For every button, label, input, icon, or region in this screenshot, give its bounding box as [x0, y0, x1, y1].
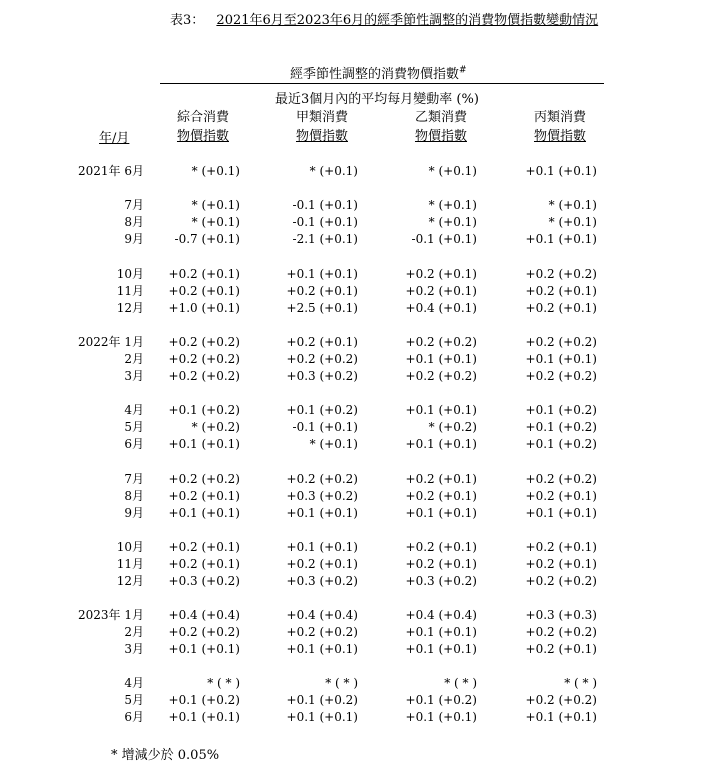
- row-value: +0.2 (+0.2): [525, 693, 597, 707]
- header-main: [290, 63, 467, 82]
- row-month: 6月: [124, 437, 144, 451]
- row-value: +0.1 (+0.1): [525, 352, 597, 366]
- table-row: [0, 675, 717, 692]
- row-value: * (+0.1): [309, 164, 358, 178]
- row-month: 11月: [116, 284, 144, 298]
- row-value: * (+0.2): [191, 420, 240, 434]
- col-head-line1: 綜合消費: [176, 110, 229, 125]
- row-value: -2.1 (+0.1): [292, 232, 358, 246]
- row-value: +0.3 (+0.2): [286, 489, 358, 503]
- row-value: +0.1 (+0.2): [286, 403, 358, 417]
- row-value: +0.2 (+0.2): [286, 352, 358, 366]
- row-month: 4月: [124, 403, 144, 417]
- row-value: * (+0.1): [191, 198, 240, 212]
- row-value: +0.1 (+0.1): [168, 642, 240, 656]
- table-row: [0, 488, 717, 505]
- row-value: +0.2 (+0.2): [168, 625, 240, 639]
- row-value: +0.1 (+0.2): [286, 693, 358, 707]
- row-value: +0.2 (+0.2): [405, 335, 477, 349]
- row-value: -0.1 (+0.1): [292, 198, 358, 212]
- row-value: +0.2 (+0.2): [286, 472, 358, 486]
- row-month: 12月: [116, 301, 144, 315]
- row-month: 3月: [124, 642, 144, 656]
- col-head-line1: 甲類消費: [295, 110, 348, 125]
- table-title: [170, 9, 598, 28]
- row-month: 7月: [124, 198, 144, 212]
- table-row: [0, 539, 717, 556]
- table-row: [0, 471, 717, 488]
- table-row: [0, 624, 717, 641]
- table-row: [0, 214, 717, 231]
- row-value: +0.1 (+0.1): [286, 267, 358, 281]
- row-value: +0.2 (+0.1): [405, 540, 477, 554]
- table-row: [0, 573, 717, 590]
- row-month: 11月: [116, 557, 144, 571]
- row-value: +0.2 (+0.2): [168, 352, 240, 366]
- row-month: 5月: [124, 420, 144, 434]
- row-value: +0.2 (+0.1): [525, 540, 597, 554]
- row-value: +0.2 (+0.1): [286, 557, 358, 571]
- col-head-line1: 丙類消費: [533, 110, 586, 125]
- row-month: 2月: [124, 352, 144, 366]
- table-row: [0, 709, 717, 726]
- row-value: +0.1 (+0.2): [525, 437, 597, 451]
- table-row: [0, 505, 717, 522]
- row-value: +0.2 (+0.1): [525, 557, 597, 571]
- row-value: * (+0.1): [428, 215, 477, 229]
- table-row: [0, 419, 717, 436]
- row-value: +0.2 (+0.1): [525, 301, 597, 315]
- row-value: +0.2 (+0.1): [525, 284, 597, 298]
- header-main-mark: #: [459, 65, 467, 76]
- col-head-line2: 物價指數: [295, 129, 348, 144]
- row-value: * (+0.1): [548, 215, 597, 229]
- row-value: +0.2 (+0.2): [525, 335, 597, 349]
- row-month: 10月: [116, 267, 144, 281]
- row-value: +0.2 (+0.2): [405, 369, 477, 383]
- row-value: +0.2 (+0.2): [286, 625, 358, 639]
- row-month: 12月: [116, 574, 144, 588]
- row-year: 2023年: [78, 608, 121, 622]
- col-head-line1: 乙類消費: [414, 110, 467, 125]
- row-value: +0.1 (+0.2): [168, 403, 240, 417]
- row-value: +0.1 (+0.1): [525, 232, 597, 246]
- row-value: +0.2 (+0.2): [525, 267, 597, 281]
- row-value: +0.2 (+0.1): [405, 557, 477, 571]
- table-row: [0, 368, 717, 385]
- row-value: +0.1 (+0.1): [405, 710, 477, 724]
- row-month: 6月: [124, 164, 144, 178]
- row-value: +0.1 (+0.1): [525, 710, 597, 724]
- table-row: [0, 692, 717, 709]
- header-sub: 最近3個月內的平均每月變動率 (%): [275, 92, 479, 107]
- table-row: [0, 607, 717, 624]
- row-value: * (+0.1): [191, 164, 240, 178]
- table-title-text: 2021年6月至2023年6月的經季節性調整的消費物價指數變動情況: [216, 13, 599, 28]
- row-value: +0.2 (+0.1): [525, 642, 597, 656]
- row-value: +0.1 (+0.1): [525, 164, 597, 178]
- row-year: 2021年: [78, 164, 121, 178]
- row-value: +0.1 (+0.1): [286, 642, 358, 656]
- table-row: [0, 641, 717, 658]
- col-head-line2: 物價指數: [533, 129, 586, 144]
- row-year: 2022年: [78, 335, 121, 349]
- row-value: +0.3 (+0.2): [168, 574, 240, 588]
- row-value: +0.2 (+0.2): [168, 369, 240, 383]
- row-value: +0.1 (+0.2): [405, 693, 477, 707]
- row-month: 8月: [124, 215, 144, 229]
- row-month: 4月: [124, 676, 144, 690]
- col-head-c: [510, 108, 610, 146]
- table-row: [0, 556, 717, 573]
- row-value: +0.3 (+0.2): [405, 574, 477, 588]
- row-value: +0.1 (+0.1): [525, 506, 597, 520]
- row-value: +0.3 (+0.2): [286, 574, 358, 588]
- row-value: +0.2 (+0.1): [168, 557, 240, 571]
- row-value: +1.0 (+0.1): [168, 301, 240, 315]
- footnote: * 增減少於 0.05%: [111, 748, 220, 763]
- row-month: 7月: [124, 472, 144, 486]
- row-value: +0.1 (+0.1): [405, 642, 477, 656]
- row-value: * (+0.1): [309, 437, 358, 451]
- row-value: +0.1 (+0.1): [286, 506, 358, 520]
- row-month: 9月: [124, 506, 144, 520]
- row-month: 3月: [124, 369, 144, 383]
- header-main-text: 經季節性調整的消費物價指數: [290, 67, 460, 82]
- row-value: +0.1 (+0.1): [405, 352, 477, 366]
- row-value: -0.1 (+0.1): [292, 215, 358, 229]
- row-value: +0.2 (+0.2): [525, 574, 597, 588]
- row-value: +0.1 (+0.2): [525, 403, 597, 417]
- row-value: +0.1 (+0.1): [168, 506, 240, 520]
- row-value: +0.1 (+0.2): [525, 420, 597, 434]
- row-value: +0.1 (+0.1): [286, 540, 358, 554]
- row-value: +0.2 (+0.1): [286, 284, 358, 298]
- row-value: +0.2 (+0.2): [168, 472, 240, 486]
- row-month: 6月: [124, 710, 144, 724]
- table-row: [0, 436, 717, 453]
- table-row: [0, 334, 717, 351]
- row-value: -0.1 (+0.1): [292, 420, 358, 434]
- row-value: +0.1 (+0.1): [405, 437, 477, 451]
- row-value: +0.3 (+0.3): [525, 608, 597, 622]
- row-value: +0.2 (+0.2): [525, 472, 597, 486]
- row-value: * (+0.1): [191, 215, 240, 229]
- row-value: * (+0.1): [428, 198, 477, 212]
- row-value: +0.1 (+0.1): [286, 710, 358, 724]
- row-value: +0.4 (+0.4): [286, 608, 358, 622]
- table-row: [0, 266, 717, 283]
- row-value: +0.1 (+0.1): [168, 437, 240, 451]
- row-value: +0.4 (+0.4): [168, 608, 240, 622]
- row-value: +0.2 (+0.1): [405, 284, 477, 298]
- row-month: 10月: [116, 540, 144, 554]
- col-head-line2: 物價指數: [176, 129, 229, 144]
- row-value: +0.2 (+0.2): [525, 625, 597, 639]
- table-row: [0, 231, 717, 248]
- row-value: * ( * ): [325, 676, 358, 690]
- row-value: * (+0.1): [428, 164, 477, 178]
- table-row: [0, 197, 717, 214]
- row-month: 1月: [124, 335, 144, 349]
- row-value: +0.1 (+0.1): [168, 710, 240, 724]
- header-divider: [160, 83, 604, 84]
- row-value: +0.4 (+0.4): [405, 608, 477, 622]
- table-label: 表3：: [170, 13, 205, 28]
- row-value: +0.2 (+0.1): [405, 489, 477, 503]
- table-row: [0, 300, 717, 317]
- row-value: +0.2 (+0.1): [525, 489, 597, 503]
- row-value: +0.2 (+0.1): [405, 472, 477, 486]
- table-row: [0, 163, 717, 180]
- row-value: +0.2 (+0.1): [168, 267, 240, 281]
- row-value: +0.4 (+0.1): [405, 301, 477, 315]
- table-row: [0, 351, 717, 368]
- col-head-year-month: 年/月: [99, 131, 130, 146]
- row-month: 9月: [124, 232, 144, 246]
- table-row: [0, 402, 717, 419]
- row-value: +0.2 (+0.1): [168, 540, 240, 554]
- row-value: * ( * ): [564, 676, 597, 690]
- row-value: +0.2 (+0.1): [168, 489, 240, 503]
- row-value: +0.3 (+0.2): [286, 369, 358, 383]
- row-value: -0.7 (+0.1): [174, 232, 240, 246]
- row-value: * ( * ): [444, 676, 477, 690]
- row-value: +0.2 (+0.2): [168, 335, 240, 349]
- row-value: +0.1 (+0.1): [405, 625, 477, 639]
- row-value: -0.1 (+0.1): [411, 232, 477, 246]
- row-value: +0.2 (+0.1): [405, 267, 477, 281]
- row-month: 5月: [124, 693, 144, 707]
- row-month: 2月: [124, 625, 144, 639]
- row-value: * ( * ): [207, 676, 240, 690]
- col-head-line2: 物價指數: [414, 129, 467, 144]
- table-row: [0, 283, 717, 300]
- col-head-a: [272, 108, 372, 146]
- row-value: +0.2 (+0.1): [168, 284, 240, 298]
- row-value: +0.1 (+0.2): [168, 693, 240, 707]
- row-value: * (+0.2): [428, 420, 477, 434]
- row-month: 1月: [124, 608, 144, 622]
- col-head-composite: [153, 108, 253, 146]
- col-head-b: [391, 108, 491, 146]
- row-value: * (+0.1): [548, 198, 597, 212]
- row-value: +0.1 (+0.1): [405, 506, 477, 520]
- row-month: 8月: [124, 489, 144, 503]
- row-value: +0.2 (+0.2): [525, 369, 597, 383]
- row-value: +0.2 (+0.1): [286, 335, 358, 349]
- row-value: +0.1 (+0.1): [405, 403, 477, 417]
- row-value: +2.5 (+0.1): [286, 301, 358, 315]
